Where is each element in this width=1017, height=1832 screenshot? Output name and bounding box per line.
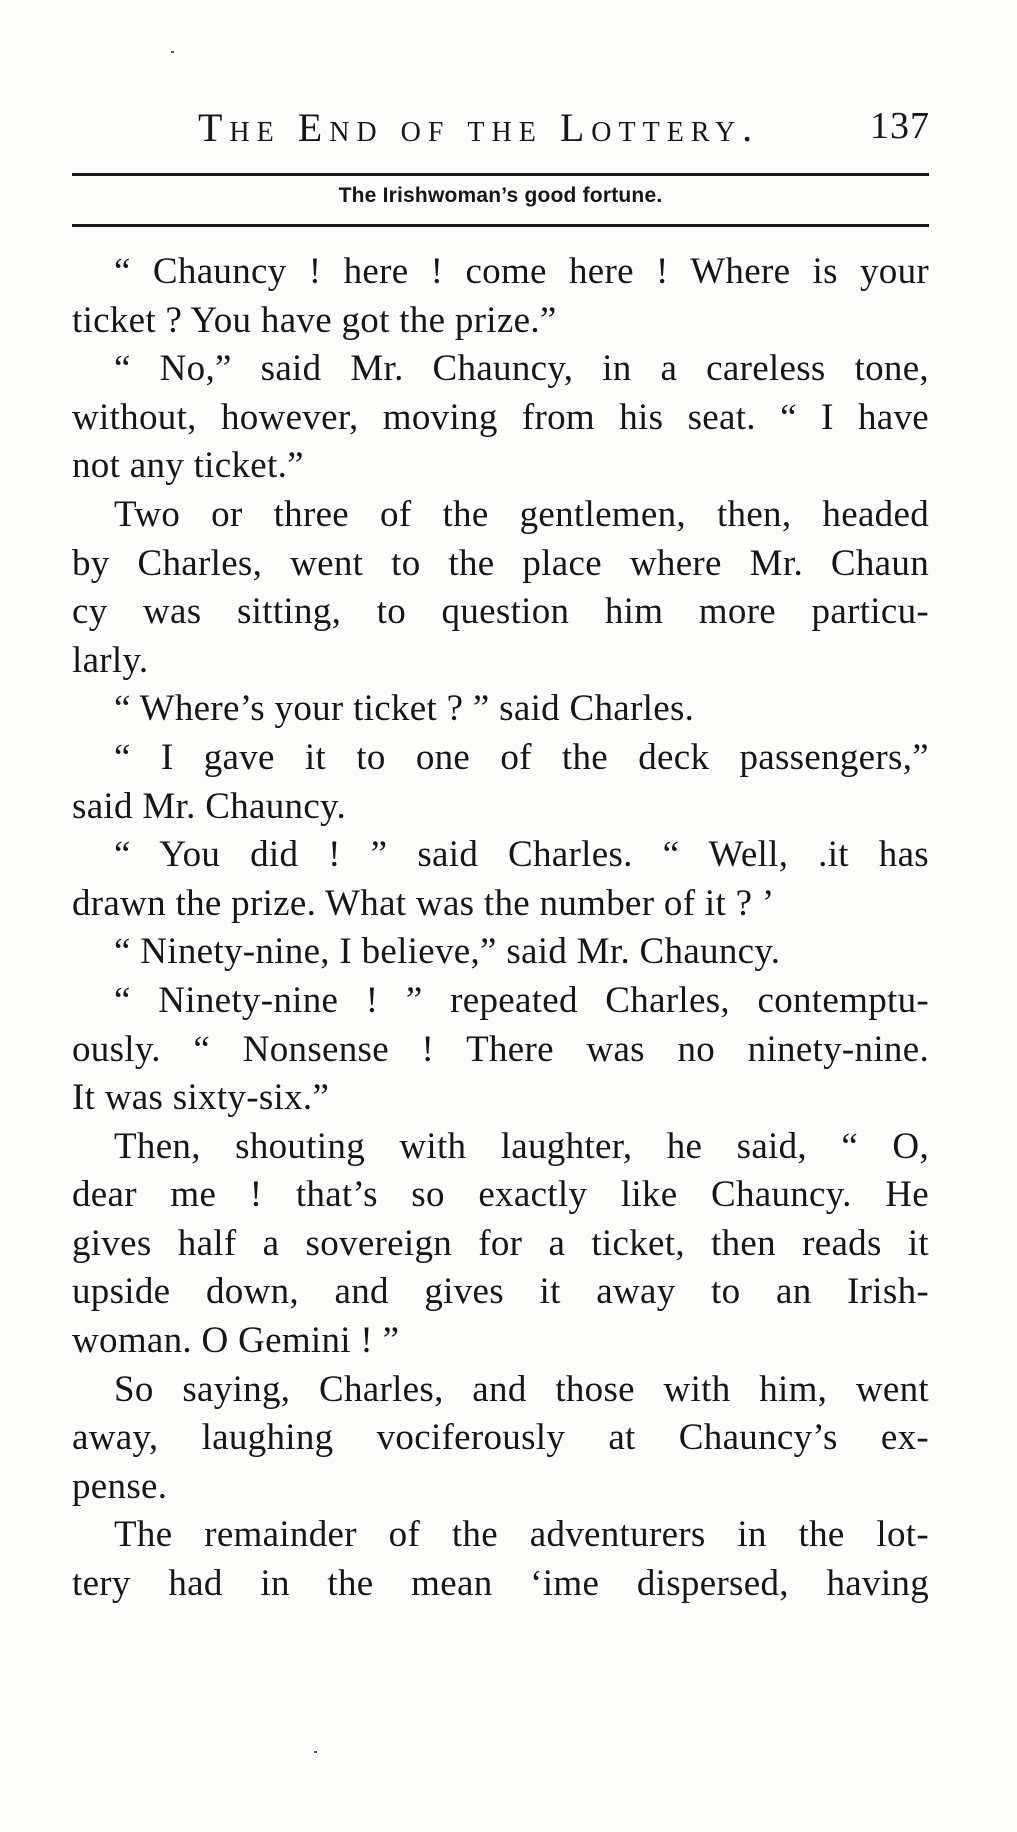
text-line: cy was sitting, to question him more particu- <box>72 591 929 633</box>
text-line: without, however, moving from his seat. “ I have <box>72 396 929 438</box>
section-subheading: The Irishwoman’s good fortune. <box>338 184 663 207</box>
text-line: not any ticket.” <box>72 445 304 487</box>
text-line: “ Ninety-nine, I believe,” said Mr. Chauncy. <box>114 931 781 973</box>
text-line: “ No,” said Mr. Chauncy, in a careless tone, <box>114 348 929 390</box>
text-line: tery had in the mean ‘ime dispersed, having <box>72 1563 929 1605</box>
text-line: larly. <box>72 639 149 681</box>
running-head <box>70 100 930 160</box>
text-line: pense. <box>72 1465 168 1507</box>
text-line: “ I gave it to one of the deck passengers,” <box>114 736 929 778</box>
text-line: ously. “ Nonsense ! There was no ninety-nine. <box>72 1028 929 1070</box>
running-title: The End of the Lottery. <box>198 105 760 150</box>
text-line: drawn the prize. What was the number of it ? ’ <box>72 882 775 924</box>
page-number: 137 <box>870 105 930 147</box>
text-line: away, laughing vociferously at Chauncy’s ex- <box>72 1417 929 1459</box>
text-line: Then, shouting with laughter, he said, “ O, <box>114 1125 929 1167</box>
text-line: by Charles, went to the place where Mr. Chaun <box>72 542 929 584</box>
text-line: gives half a sovereign for a ticket, then reads it <box>72 1222 929 1264</box>
text-line: “ You did ! ” said Charles. “ Well, .it has <box>114 834 929 876</box>
text-line: upside down, and gives it away to an Irish- <box>72 1271 929 1313</box>
header-rule-bottom <box>72 224 929 227</box>
text-line: “ Where’s your ticket ? ” said Charles. <box>114 688 695 730</box>
text-line: Two or three of the gentlemen, then, headed <box>114 493 929 535</box>
text-line: It was sixty-six.” <box>72 1077 330 1119</box>
body-text <box>72 248 929 1609</box>
text-line: ticket ? You have got the prize.” <box>72 299 557 341</box>
text-line: “ Ninety-nine ! ” repeated Charles, contemptu- <box>114 979 929 1021</box>
text-line: So saying, Charles, and those with him, went <box>114 1368 929 1410</box>
paper-speck <box>171 51 174 53</box>
text-line: The remainder of the adventurers in the lot- <box>114 1514 929 1556</box>
text-line: said Mr. Chauncy. <box>72 785 347 827</box>
text-line: woman. O Gemini ! ” <box>72 1320 400 1362</box>
header-rule-top <box>72 173 929 176</box>
text-line: “ Chauncy ! here ! come here ! Where is your <box>114 251 929 292</box>
text-line: dear me ! that’s so exactly like Chauncy. He <box>72 1174 929 1216</box>
paper-speck <box>314 1751 317 1753</box>
